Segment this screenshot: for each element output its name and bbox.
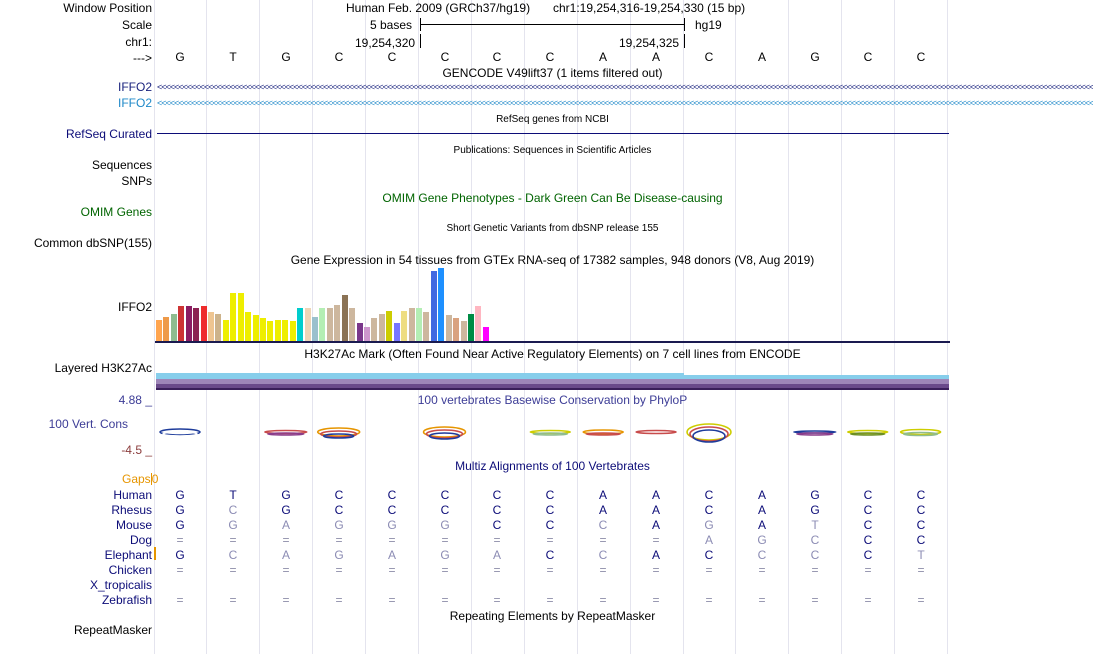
alignment-base: =	[546, 563, 554, 577]
gtex-tissue-bar[interactable]	[312, 317, 318, 342]
phylop-track-title[interactable]: 100 vertebrates Basewise Conservation by PhyloP	[417, 393, 688, 407]
alignment-base: =	[229, 593, 237, 607]
repeatmasker-label[interactable]: RepeatMasker	[73, 623, 152, 637]
alignment-base: C	[863, 503, 873, 517]
species-label[interactable]: Elephant	[104, 548, 152, 562]
alignment-base: C	[704, 548, 714, 562]
gtex-tissue-bar[interactable]	[409, 308, 415, 342]
alignment-base: C	[598, 518, 608, 532]
alignment-base: =	[176, 533, 184, 547]
scale-bar-tick-left	[420, 18, 421, 31]
alignment-base: =	[599, 533, 607, 547]
gtex-tissue-bar[interactable]	[230, 293, 236, 342]
species-label[interactable]: Rhesus	[111, 503, 152, 517]
gtex-tissue-bar[interactable]	[371, 318, 377, 342]
alignment-base: C	[916, 533, 926, 547]
alignment-base: G	[281, 488, 291, 502]
gtex-tissue-bar[interactable]	[334, 305, 340, 342]
dna-base: A	[757, 50, 766, 64]
dna-base: C	[704, 50, 714, 64]
alignment-base: G	[387, 518, 397, 532]
gtex-tissue-bar[interactable]	[171, 314, 177, 342]
alignment-base: G	[810, 488, 820, 502]
alignment-base: =	[335, 593, 343, 607]
window-position-value: chr1:19,254,316-19,254,330 (15 bp)	[553, 1, 746, 15]
alignment-base: T	[229, 488, 237, 502]
gencode-transcript-1[interactable]: <<<<<<<<<<<<<<<<<<<<<<<<<<<<<<<<<<<<<<<<<<<<<<<<<<<<<<<<<<<<<<<<<<<<<<<<<<<<<<<<<<<<<<<<<<<<<<<<<<<<<<<<<<<<<<<<<<<<<<<<<<<<<<<<<<<<<<<<<<<<<<<<<<<<<<<<<<<<<<<<<<<<<<<<<<<<<<<<<<<<<<<<<<<<<<<<<<<<<<<<<<<<<<<<<<<<<<<<<<<<	[157, 82, 1093, 92]
coord-left: 19,254,320	[355, 36, 416, 50]
publications-track-title[interactable]: Publications: Sequences in Scientific Articles	[453, 145, 652, 156]
phylop-min: -4.5 _	[121, 443, 152, 457]
gtex-tissue-bar[interactable]	[215, 314, 221, 342]
alignment-base: C	[863, 548, 873, 562]
alignment-base: =	[652, 593, 660, 607]
gtex-tissue-bar[interactable]	[394, 323, 400, 342]
alignment-base: =	[388, 593, 396, 607]
scale-bar-tick-right	[684, 18, 685, 31]
gtex-tissue-bar[interactable]	[193, 308, 199, 342]
gtex-tissue-bar[interactable]	[290, 321, 296, 342]
alignment-base: =	[441, 593, 449, 607]
omim-track-title[interactable]: OMIM Gene Phenotypes - Dark Green Can Be Disease-causing	[382, 191, 723, 205]
dbsnp-track-title[interactable]: Short Genetic Variants from dbSNP release 155	[446, 223, 659, 234]
coord-right: 19,254,325	[619, 36, 680, 50]
dna-base: G	[175, 50, 185, 64]
conservation-logo	[318, 428, 360, 438]
alignment-base: =	[176, 593, 184, 607]
coord-tick-left	[420, 34, 421, 48]
alignment-base: =	[493, 593, 501, 607]
gencode-gene-label-1[interactable]: IFFO2	[117, 80, 152, 94]
alignment-base: =	[599, 563, 607, 577]
alignment-base: C	[228, 548, 238, 562]
dna-base: C	[916, 50, 926, 64]
alignment-base: G	[175, 503, 185, 517]
dna-base: C	[334, 50, 344, 64]
alignment-base: G	[175, 488, 185, 502]
dna-base: C	[440, 50, 450, 64]
alignment-base: =	[599, 593, 607, 607]
alignment-base: G	[175, 548, 185, 562]
multiz-track-title[interactable]: Multiz Alignments of 100 Vertebrates	[455, 459, 650, 473]
gtex-tissue-bar[interactable]	[267, 321, 273, 342]
alignment-base: =	[335, 563, 343, 577]
alignment-base: =	[652, 533, 660, 547]
alignment-base: C	[334, 503, 344, 517]
coord-tick-right	[684, 34, 685, 48]
alignment-base: C	[545, 503, 555, 517]
alignment-base: C	[545, 488, 555, 502]
alignment-base: =	[917, 593, 925, 607]
dna-base: C	[545, 50, 555, 64]
alignment-base: C	[810, 533, 820, 547]
conservation-logo	[265, 431, 307, 436]
gtex-tissue-bar[interactable]	[260, 318, 266, 342]
phylop-label[interactable]: 100 Vert. Cons	[48, 417, 128, 431]
alignment-base: A	[387, 548, 396, 562]
gtex-tissue-bar[interactable]	[282, 320, 288, 342]
gtex-tissue-bar[interactable]	[297, 308, 303, 342]
alignment-base: A	[651, 488, 660, 502]
refseq-gene-line[interactable]	[157, 133, 949, 134]
alignment-base: =	[758, 563, 766, 577]
scale-bar	[420, 24, 684, 25]
alignment-base: A	[598, 503, 607, 517]
alignment-base: C	[916, 488, 926, 502]
alignment-base: C	[704, 488, 714, 502]
alignment-base: =	[546, 593, 554, 607]
sequences-label[interactable]: Sequences	[91, 158, 152, 172]
gtex-tissue-bar[interactable]	[327, 308, 333, 342]
alignment-base: =	[282, 533, 290, 547]
alignment-base: =	[282, 563, 290, 577]
alignment-base: =	[388, 533, 396, 547]
gtex-tissue-bar[interactable]	[319, 308, 325, 342]
gtex-gene-label[interactable]: IFFO2	[117, 300, 152, 314]
chr-label: chr1:	[125, 35, 152, 49]
alignment-base: C	[440, 503, 450, 517]
alignment-base: C	[440, 488, 450, 502]
conservation-logos[interactable]	[155, 420, 950, 450]
alignment-base: C	[757, 548, 767, 562]
gtex-tissue-bar[interactable]	[483, 327, 489, 342]
species-label[interactable]: Chicken	[108, 563, 152, 577]
alignment-base: C	[863, 488, 873, 502]
gencode-track-title[interactable]: GENCODE V49lift37 (1 items filtered out)	[442, 66, 663, 80]
gtex-tissue-bar[interactable]	[475, 306, 481, 342]
alignment-base: =	[864, 593, 872, 607]
alignment-base: T	[917, 548, 925, 562]
alignment-base: =	[546, 533, 554, 547]
dna-base: C	[863, 50, 873, 64]
gtex-tissue-bar[interactable]	[357, 323, 363, 342]
dna-base: A	[598, 50, 607, 64]
alignment-base: =	[652, 563, 660, 577]
alignment-base: =	[441, 533, 449, 547]
alignment-base: A	[651, 548, 660, 562]
alignment-base: C	[492, 488, 502, 502]
assembly-title: Human Feb. 2009 (GRCh37/hg19)	[346, 1, 531, 15]
alignment-base: A	[757, 503, 766, 517]
alignment-base: =	[388, 563, 396, 577]
alignment-base: A	[757, 488, 766, 502]
species-label[interactable]: Dog	[129, 533, 152, 547]
elephant-gap-marker	[154, 547, 156, 560]
alignment-base: G	[334, 548, 344, 562]
dna-base: G	[810, 50, 820, 64]
gtex-tissue-bar[interactable]	[163, 317, 169, 342]
assembly-name: hg19	[695, 18, 722, 32]
alignment-base: C	[545, 518, 555, 532]
gtex-tissue-bar[interactable]	[186, 306, 192, 342]
alignment-base: =	[176, 563, 184, 577]
gtex-tissue-bar[interactable]	[431, 271, 437, 342]
gencode-gene-label-2[interactable]: IFFO2	[117, 96, 152, 110]
alignment-base: =	[917, 563, 925, 577]
alignment-base: G	[228, 518, 238, 532]
alignment-base: A	[704, 533, 713, 547]
gtex-tissue-bar[interactable]	[423, 312, 429, 342]
alignment-base: G	[175, 518, 185, 532]
conservation-logo	[848, 431, 888, 436]
dna-base: G	[281, 50, 291, 64]
alignment-base: C	[598, 548, 608, 562]
gtex-tissue-bar[interactable]	[468, 314, 474, 342]
gtex-tissue-bar[interactable]	[156, 320, 162, 342]
alignment-base: C	[916, 503, 926, 517]
alignment-base: G	[704, 518, 714, 532]
gtex-tissue-bar[interactable]	[208, 312, 214, 342]
alignment-base: G	[440, 548, 450, 562]
species-label[interactable]: X_tropicalis	[89, 578, 152, 592]
alignment-base: =	[758, 593, 766, 607]
repeatmasker-track-title[interactable]: Repeating Elements by RepeatMasker	[449, 609, 656, 623]
alignment-base: =	[493, 563, 501, 577]
alignment-base: =	[493, 533, 501, 547]
strand-arrow-label: --->	[133, 51, 152, 65]
alignment-base: C	[387, 503, 397, 517]
gtex-tissue-bar[interactable]	[305, 308, 311, 342]
gtex-tissue-bar[interactable]	[245, 312, 251, 342]
alignment-base: G	[281, 503, 291, 517]
gtex-tissue-bar[interactable]	[453, 318, 459, 342]
alignment-base: A	[757, 518, 766, 532]
alignment-base: A	[281, 518, 290, 532]
gtex-tissue-bar[interactable]	[446, 315, 452, 342]
alignment-base: C	[492, 518, 502, 532]
snps-label[interactable]: SNPs	[121, 174, 152, 188]
gaps-label: Gaps0	[122, 472, 159, 486]
alignment-base: =	[811, 593, 819, 607]
h3k27ac-track-title[interactable]: H3K27Ac Mark (Often Found Near Active Regulatory Elements) on 7 cell lines from ENCODE	[304, 347, 801, 361]
gtex-tissue-bar[interactable]	[238, 293, 244, 342]
scale-text: 5 bases	[370, 18, 413, 32]
gtex-tissue-bar[interactable]	[342, 295, 348, 342]
gencode-transcript-2[interactable]: <<<<<<<<<<<<<<<<<<<<<<<<<<<<<<<<<<<<<<<<<<<<<<<<<<<<<<<<<<<<<<<<<<<<<<<<<<<<<<<<<<<<<<<<<<<<<<<<<<<<<<<<<<<<<<<<<<<<<<<<<<<<<<<<<<<<<<<<<<<<<<<<<<<<<<<<<<<<<<<<<<<<<<<<<<<<<<<<<<<<<<<<<<<<<<<<<<<<<<<<<<<<<<<<<<<<<<<<<<<<	[157, 98, 1093, 108]
alignment-base: T	[811, 518, 819, 532]
gtex-tissue-bar[interactable]	[379, 314, 385, 342]
dna-base: C	[492, 50, 502, 64]
species-label[interactable]: Human	[113, 488, 152, 502]
gtex-tissue-bar[interactable]	[401, 311, 407, 342]
phylop-max: 4.88 _	[118, 393, 152, 407]
alignment-base: =	[335, 533, 343, 547]
gtex-tissue-bar[interactable]	[386, 311, 392, 342]
conservation-logo	[687, 424, 731, 442]
gtex-tissue-bar[interactable]	[461, 321, 467, 342]
species-label[interactable]: Zebrafish	[101, 593, 152, 607]
alignment-base: C	[916, 518, 926, 532]
alignment-base: =	[282, 593, 290, 607]
alignment-base: C	[863, 533, 873, 547]
alignment-base: A	[492, 548, 501, 562]
alignment-base: =	[229, 533, 237, 547]
gtex-tissue-bar[interactable]	[223, 320, 229, 342]
alignment-base: C	[863, 518, 873, 532]
conservation-logo	[636, 431, 676, 434]
conservation-logo	[583, 430, 623, 435]
gtex-tissue-bar[interactable]	[253, 315, 259, 342]
conservation-logo	[424, 427, 466, 439]
gtex-tissue-bar[interactable]	[201, 306, 207, 342]
alignment-base: A	[651, 518, 660, 532]
gtex-tissue-bar[interactable]	[416, 308, 422, 342]
dna-base: A	[651, 50, 660, 64]
alignment-base: =	[705, 593, 713, 607]
gtex-tissue-bar[interactable]	[178, 306, 184, 342]
alignment-base: C	[228, 503, 238, 517]
gtex-track-title[interactable]: Gene Expression in 54 tissues from GTEx RNA-seq of 17382 samples, 948 donors (V8, Aug 2019)	[290, 253, 815, 267]
dbsnp-label[interactable]: Common dbSNP(155)	[33, 236, 152, 250]
alignment-base: C	[810, 548, 820, 562]
gtex-baseline	[155, 341, 950, 343]
conservation-logo	[160, 429, 200, 436]
alignment-base: C	[545, 548, 555, 562]
species-label[interactable]: Mouse	[115, 518, 152, 532]
omim-label[interactable]: OMIM Genes	[80, 205, 152, 219]
h3k27ac-signal-e[interactable]	[156, 388, 949, 390]
alignment-base: C	[387, 488, 397, 502]
gtex-tissue-bar[interactable]	[275, 320, 281, 342]
refseq-track-title[interactable]: RefSeq genes from NCBI	[496, 114, 609, 125]
alignment-base: =	[441, 563, 449, 577]
alignment-base: A	[281, 548, 290, 562]
dna-base: C	[387, 50, 397, 64]
window-position-label: Window Position	[63, 1, 152, 15]
alignment-base: G	[334, 518, 344, 532]
alignment-base: C	[334, 488, 344, 502]
conservation-logo	[794, 431, 836, 435]
alignment-base: C	[704, 503, 714, 517]
gtex-tissue-bar[interactable]	[364, 327, 370, 342]
conservation-logo	[901, 430, 941, 436]
h3k27ac-label[interactable]: Layered H3K27Ac	[54, 361, 152, 375]
alignment-base: G	[810, 503, 820, 517]
alignment-base: A	[598, 488, 607, 502]
gtex-bar-chart[interactable]	[156, 268, 556, 342]
gtex-tissue-bar[interactable]	[438, 268, 444, 342]
alignment-base: G	[440, 518, 450, 532]
alignment-base: A	[651, 503, 660, 517]
alignment-base: =	[229, 563, 237, 577]
alignment-base: =	[705, 563, 713, 577]
alignment-base: =	[864, 563, 872, 577]
alignment-base: C	[492, 503, 502, 517]
alignment-base: G	[757, 533, 767, 547]
refseq-label[interactable]: RefSeq Curated	[65, 127, 152, 141]
alignment-base: =	[811, 563, 819, 577]
dna-base: T	[229, 50, 237, 64]
scale-label: Scale	[121, 18, 152, 32]
gtex-tissue-bar[interactable]	[349, 308, 355, 342]
conservation-logo	[530, 431, 570, 436]
